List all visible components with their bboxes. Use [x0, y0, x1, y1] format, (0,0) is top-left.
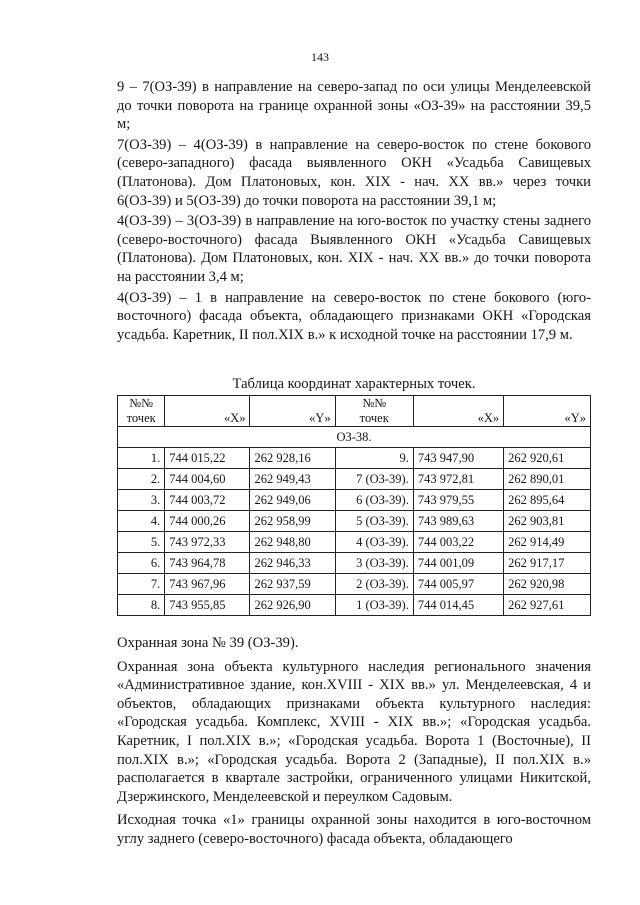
table-row: [118, 553, 591, 574]
table-row: [118, 595, 591, 616]
cell-x: 743 964,78: [165, 553, 250, 574]
boundary-segment-9-7: 9 – 7(ОЗ-39) в направление на северо-запад по оси улицы Менделеевской до точки поворота на границе охранной зоны «ОЗ-39» на расстоянии 39,5 м;: [117, 79, 591, 133]
cell-y-2: 262 920,98: [504, 574, 591, 595]
cell-x-2: 744 001,09: [413, 553, 503, 574]
header-point-number-2-top: №№: [362, 396, 387, 410]
cell-y: 262 948,80: [250, 532, 335, 553]
cell-point: 8.: [118, 595, 165, 616]
cell-y: 262 937,59: [250, 574, 335, 595]
header-x: «X»: [165, 396, 250, 427]
cell-x-2: 744 003,22: [413, 532, 503, 553]
boundary-description: [117, 78, 591, 346]
cell-point-2: 5 (ОЗ-39).: [335, 511, 413, 532]
header-y: «Y»: [250, 396, 335, 427]
cell-y-2: 262 920,61: [504, 448, 591, 469]
cell-y-2: 262 890,01: [504, 469, 591, 490]
zone-label: ОЗ-38.: [118, 427, 591, 448]
header-x-2: «X»: [413, 396, 503, 427]
table-row: [118, 469, 591, 490]
cell-x-2: 743 972,81: [413, 469, 503, 490]
cell-y-2: 262 895,64: [504, 490, 591, 511]
cell-x-2: 744 014,45: [413, 595, 503, 616]
cell-point-2: 3 (ОЗ-39).: [335, 553, 413, 574]
table-row: [118, 532, 591, 553]
cell-x-2: 743 947,90: [413, 448, 503, 469]
cell-x-2: 744 005,97: [413, 574, 503, 595]
cell-y: 262 926,90: [250, 595, 335, 616]
cell-y: 262 949,06: [250, 490, 335, 511]
zone-label-row: [118, 427, 591, 448]
boundary-segment-4-1: 4(ОЗ-39) – 1 в направление на северо-восток по стене бокового (юго-восточного) фасада объекта, обладающего признаками ОКН «Городская усадьба. Каретник, II пол.XIX в.» к исходной точке на расстоянии 17,9 м.: [117, 289, 591, 343]
cell-point: 1.: [118, 448, 165, 469]
cell-x-2: 743 979,55: [413, 490, 503, 511]
cell-x: 744 000,26: [165, 511, 250, 532]
cell-y-2: 262 927,61: [504, 595, 591, 616]
header-point-number-2: [335, 396, 413, 427]
cell-x: 743 955,85: [165, 595, 250, 616]
cell-point: 5.: [118, 532, 165, 553]
zone-39-description: Охранная зона объекта культурного наследия регионального значения «Административное здание, кон.XVIII - XIX вв.» ул. Менделеевская, 4 и объектов, обладающих признаками объекта культурного наследия: «Городская усадьба. Комплекс, XVIII - XIX вв.»; «Городская усадьба. Каретник, I пол.XIX в.»; «Городская усадьба. Ворота 1 (Восточные), II пол.XIX в.»; «Городская усадьба. Ворота 2 (Западные), II пол.XIX в.» располагается в квартале застройки, ограниченного улицами Никитской, Дзержинского, Менделеевской и переулком Садовым.: [117, 658, 591, 805]
cell-point: 2.: [118, 469, 165, 490]
cell-point-2: 2 (ОЗ-39).: [335, 574, 413, 595]
cell-point-2: 7 (ОЗ-39).: [335, 469, 413, 490]
cell-x: 744 004,60: [165, 469, 250, 490]
cell-point-2: 6 (ОЗ-39).: [335, 490, 413, 511]
cell-y-2: 262 903,81: [504, 511, 591, 532]
cell-x: 743 972,33: [165, 532, 250, 553]
cell-point-2: 1 (ОЗ-39).: [335, 595, 413, 616]
cell-point: 3.: [118, 490, 165, 511]
table-caption: Таблица координат характерных точек.: [232, 376, 476, 392]
table-row: [118, 574, 591, 595]
cell-x: 743 967,96: [165, 574, 250, 595]
boundary-segment-7-4: 7(ОЗ-39) – 4(ОЗ-39) в направление на северо-восток по стене бокового (северо-западного) фасада выявленного ОКН «Усадьба Савищевых (Платонова). Дом Платоновых, кон. XIX - нач. XX вв.» через точки 6(ОЗ-39) и 5(ОЗ-39) до точки поворота на расстоянии 39,1 м;: [117, 136, 591, 209]
table-header-row: [118, 396, 591, 427]
cell-y: 262 946,33: [250, 553, 335, 574]
cell-x-2: 743 989,63: [413, 511, 503, 532]
cell-y: 262 928,16: [250, 448, 335, 469]
header-point-number: [118, 396, 165, 427]
cell-y-2: 262 917,17: [504, 553, 591, 574]
table-row: [118, 448, 591, 469]
cell-y: 262 958,99: [250, 511, 335, 532]
cell-point: 4.: [118, 511, 165, 532]
cell-x: 744 003,72: [165, 490, 250, 511]
cell-point-2: 9.: [335, 448, 413, 469]
page-number: 143: [311, 50, 329, 64]
coordinates-table: [117, 395, 591, 616]
cell-y-2: 262 914,49: [504, 532, 591, 553]
zone-39-heading: Охранная зона № 39 (ОЗ-39).: [117, 635, 299, 651]
table-row: [118, 511, 591, 532]
cell-point: 6.: [118, 553, 165, 574]
cell-point: 7.: [118, 574, 165, 595]
header-y-2: «Y»: [504, 396, 591, 427]
cell-y: 262 949,43: [250, 469, 335, 490]
cell-point-2: 4 (ОЗ-39).: [335, 532, 413, 553]
header-point-number-bottom: точек: [126, 411, 156, 425]
table-row: [118, 490, 591, 511]
header-point-number-top: №№: [129, 396, 154, 410]
boundary-segment-4-3: 4(ОЗ-39) – 3(ОЗ-39) в направление на юго-восток по участку стены заднего (северо-восточного) фасада Выявленного ОКН «Усадьба Савищевых (Платонова). Дом Платоновых, кон. XIX - нач. XX вв.» до точки поворота на расстоянии 3,4 м;: [117, 213, 591, 285]
zone-39-start-point: Исходная точка «1» границы охранной зоны находится в юго-восточном углу заднего (северо-восточного) фасада объекта, обладающего: [117, 812, 591, 847]
header-point-number-2-bottom: точек: [359, 411, 389, 425]
zone-39-section: [117, 634, 591, 851]
cell-x: 744 015,22: [165, 448, 250, 469]
